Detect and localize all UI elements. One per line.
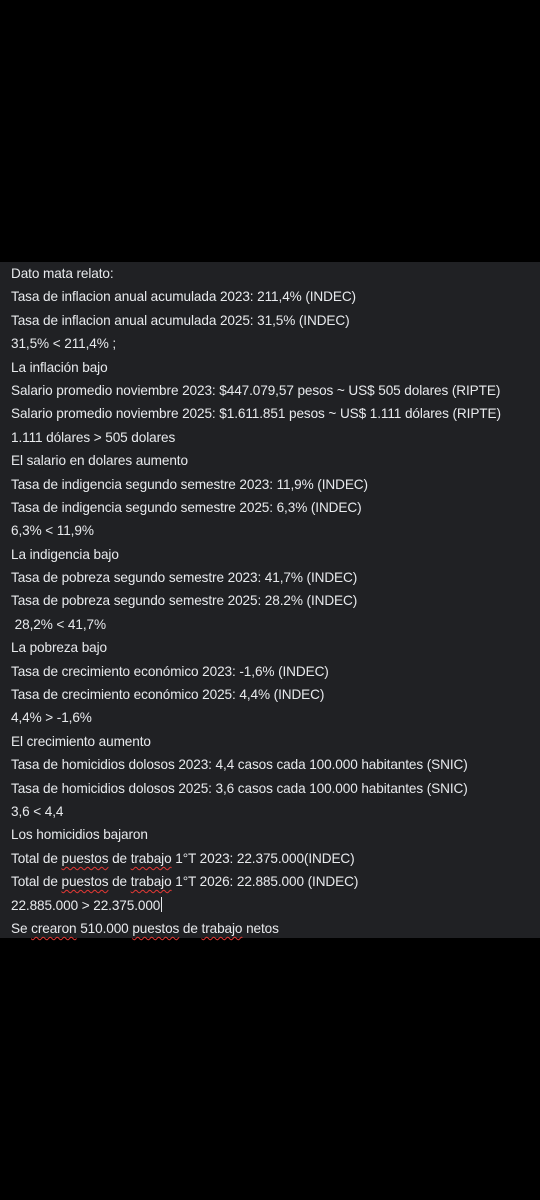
jobs-comparison-line (11, 894, 540, 917)
text-segment: 510.000 (76, 920, 133, 936)
jobs-conclusion-line (11, 917, 540, 940)
misspelled-word[interactable]: puestos (132, 920, 180, 936)
text-segment: de (108, 874, 131, 890)
text-line: La indigencia bajo (11, 546, 119, 562)
text-line: 6,3% < 11,9% (11, 523, 94, 539)
text-segment: de (179, 920, 202, 936)
text-line: 28,2% < 41,7% (11, 616, 106, 632)
text-line: Tasa de homicidios dolosos 2025: 3,6 casos cada 100.000 habitantes (SNIC) (11, 780, 468, 796)
text-line: Tasa de indigencia segundo semestre 2025: 6,3% (INDEC) (11, 499, 362, 515)
text-line: Tasa de inflacion anual acumulada 2025: 31,5% (INDEC) (11, 312, 350, 328)
text-segment: 1°T 2026: 22.885.000 (INDEC) (171, 874, 359, 890)
text-segment: Total de (11, 850, 62, 866)
text-segment: 22.885.000 > 22.375.000 (11, 897, 161, 913)
misspelled-word[interactable]: crearon (31, 920, 77, 936)
text-editor-panel[interactable] (0, 262, 540, 938)
text-line: 4,4% > -1,6% (11, 710, 92, 726)
text-line: Los homicidios bajaron (11, 827, 148, 843)
jobs-line-2026 (11, 870, 540, 893)
misspelled-word[interactable]: trabajo (130, 874, 172, 890)
text-line: El crecimiento aumento (11, 733, 151, 749)
misspelled-word[interactable]: trabajo (201, 920, 243, 936)
text-line: Tasa de pobreza segundo semestre 2023: 41,7% (INDEC) (11, 570, 358, 586)
misspelled-word[interactable]: puestos (61, 850, 109, 866)
text-line: Dato mata relato: (11, 266, 114, 281)
text-cursor (161, 897, 162, 912)
text-segment: Total de (11, 874, 62, 890)
text-line: Tasa de pobreza segundo semestre 2025: 28.2% (INDEC) (11, 593, 358, 609)
text-line: Tasa de inflacion anual acumulada 2023: 211,4% (INDEC) (11, 289, 356, 305)
text-line: 1.111 dólares > 505 dolares (11, 429, 176, 445)
text-line: Salario promedio noviembre 2023: $447.079,57 pesos ~ US$ 505 dolares (RIPTE) (11, 382, 501, 398)
text-line: 3,6 < 4,4 (11, 803, 64, 819)
text-line: 31,5% < 211,4% ; (11, 336, 117, 352)
jobs-line-2023 (11, 847, 540, 870)
text-line: Tasa de indigencia segundo semestre 2023: 11,9% (INDEC) (11, 476, 368, 492)
text-segment: netos (242, 920, 279, 936)
text-segment: Se (11, 920, 28, 936)
text-line: Tasa de crecimiento económico 2023: -1,6% (INDEC) (11, 663, 329, 679)
text-line: Tasa de crecimiento económico 2025: 4,4% (INDEC) (11, 687, 325, 703)
misspelled-word[interactable]: puestos (61, 874, 109, 890)
misspelled-word[interactable]: trabajo (130, 850, 172, 866)
text-segment: de (108, 850, 131, 866)
text-line: Tasa de homicidios dolosos 2023: 4,4 casos cada 100.000 habitantes (SNIC) (11, 757, 468, 773)
text-line: El salario en dolares aumento (11, 453, 188, 469)
text-segment: 1°T 2023: 22.375.000(INDEC) (171, 850, 355, 866)
text-line: La inflación bajo (11, 359, 108, 375)
text-line: Salario promedio noviembre 2025: $1.611.851 pesos ~ US$ 1.111 dólares (RIPTE) (11, 406, 501, 422)
text-line: La pobreza bajo (11, 640, 107, 656)
